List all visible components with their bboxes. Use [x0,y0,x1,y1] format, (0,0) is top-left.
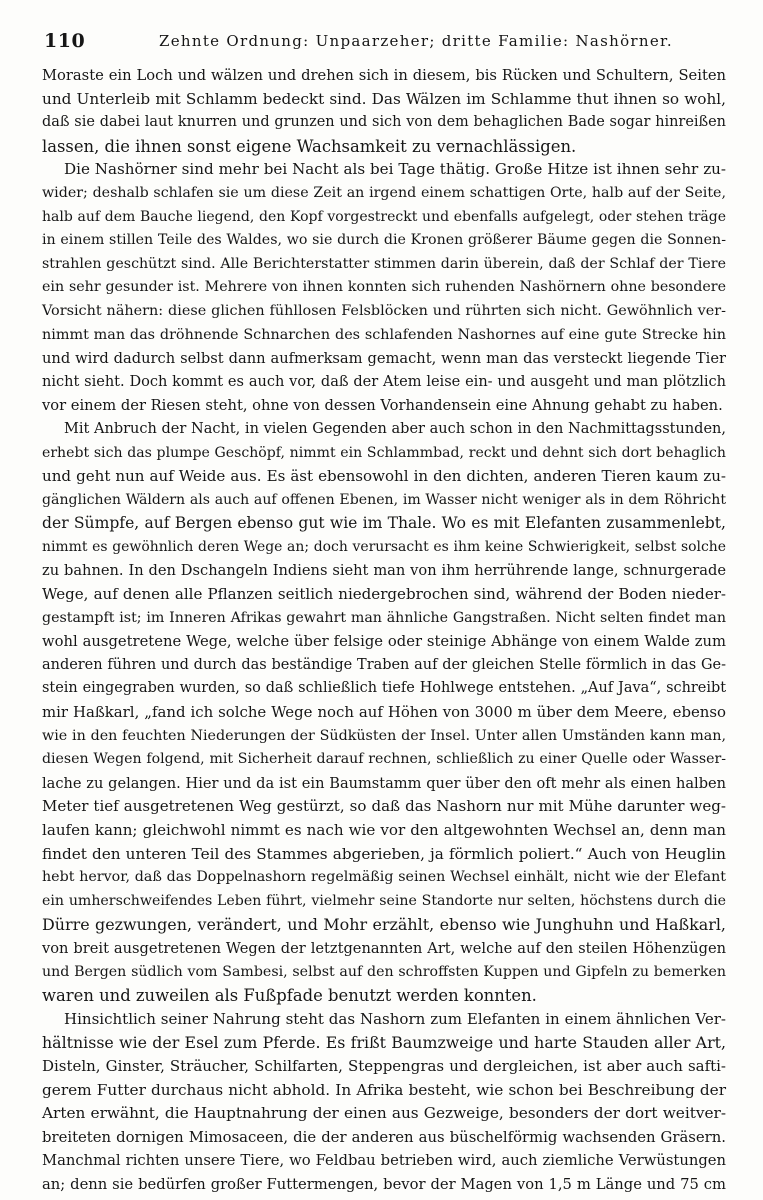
page-header [44,30,723,54]
text-line: Die Nashörner sind mehr bei Nacht als bei Tage thätig. Große Hitze ist ihnen sehr zu- [64,160,726,179]
text-line: ein sehr gesunder ist. Mehrere von ihnen konnten sich ruhenden Nashörnern ohne besondere [42,279,726,296]
text-line: gerem Futter durchaus nicht abhold. In Afrika besteht, wie schon bei Beschreibung der [42,1080,726,1099]
text-line: lassen, die ihnen sonst eigene Wachsamkeit zu vernachlässigen. [42,136,577,156]
page-number: 110 [44,30,86,52]
text-line: waren und zuweilen als Fußpfade benutzt werden konnten. [42,986,537,1006]
text-line: Vorsicht nähern: diese glichen fühllosen Felsblöcken und rührten sich nicht. Gewöhnlich ver- [42,302,726,319]
text-line: diesen Wegen folgend, mit Sicherheit darauf rechnen, schließlich zu einer Quelle oder Wasser- [42,751,726,768]
text-line: findet den unteren Teil des Stammes abgerieben, ja förmlich poliert.“ Auch von Heuglin [42,844,726,863]
text-line: nimmt man das dröhnende Schnarchen des schlafenden Nashornes auf eine gute Strecke hin [42,326,726,343]
text-line: strahlen geschützt sind. Alle Berichterstatter stimmen darin überein, daß der Schlaf der Tiere [42,255,726,272]
text-line: und geht nun auf Weide aus. Es äst ebensowohl in den dichten, anderen Tieren kaum zu- [42,467,726,486]
text-line: Manchmal richten unsere Tiere, wo Feldbau betrieben wird, auch ziemliche Verwüstungen [42,1152,726,1170]
text-line: stein eingegraben wurden, so daß schließlich tiefe Hohlwege entstehen. „Auf Java“, schreibt [42,680,726,697]
text-line: Moraste ein Loch und wälzen und drehen sich in diesem, bis Rücken und Schultern, Seiten [42,67,726,84]
text-line: breiteten dornigen Mimosaceen, die der anderen aus büschelförmig wachsenden Gräsern. [42,1128,726,1146]
text-line: anderen führen und durch das beständige Traben auf der gleichen Stelle förmlich in das Ge- [42,656,726,673]
text-line: lache zu gelangen. Hier und da ist ein Baumstamm quer über den oft mehr als einen halben [42,774,726,792]
text-line: erhebt sich das plumpe Geschöpf, nimmt ein Schlammbad, reckt und dehnt sich dort behaglich [42,444,726,461]
text-line: an; denn sie bedürfen großer Futtermengen, bevor der Magen von 1,5 m Länge und 75 cm [42,1175,726,1193]
text-line: hältnisse wie der Esel zum Pferde. Es frißt Baumzweige und harte Stauden aller Art, [42,1033,726,1053]
text-line: gestampft ist; im Inneren Afrikas gewahrt man ähnliche Gangstraßen. Nicht selten findet man [42,609,726,626]
text-line: der Sümpfe, auf Bergen ebenso gut wie im Thale. Wo es mit Elefanten zusammenlebt, [42,514,726,533]
text-line: mir Haßkarl, „fand ich solche Wege noch auf Höhen von 3000 m über dem Meere, ebenso [42,703,726,722]
text-line: in einem stillen Teile des Waldes, wo sie durch die Kronen größerer Bäume gegen die Sonnen- [42,232,726,249]
text-line: und Bergen südlich vom Sambesi, selbst auf den schroffsten Kuppen und Gipfeln zu bemerken [42,963,726,980]
text-line: zu bahnen. In den Dschangeln Indiens sieht man von ihm herrührende lange, schnurgerade [42,562,726,580]
text-line: Dürre gezwungen, verändert, und Mohr erzählt, ebenso wie Junghuhn und Haßkarl, [42,915,726,935]
text-line: und Unterleib mit Schlamm bedeckt sind. Das Wälzen im Schlamme thut ihnen so wohl, [42,89,726,108]
text-line: Disteln, Ginster, Sträucher, Schilfarten, Steppengras und dergleichen, ist aber auch safti- [42,1056,726,1075]
text-line: Arten erwähnt, die Hauptnahrung der einen aus Gezweige, besonders der dort weitver- [42,1104,726,1123]
text-line: wohl ausgetretene Wege, welche über felsige oder steinige Abhänge von einem Walde zum [42,633,726,651]
text-line: wie in den feuchten Niederungen der Südküsten der Insel. Unter allen Umständen kann man, [42,727,726,744]
text-line: Meter tief ausgetretenen Weg gestürzt, so daß das Nashorn nur mit Mühe darunter weg- [42,797,726,816]
body-text [42,64,726,1197]
text-line: nimmt es gewöhnlich deren Wege an; doch verursacht es ihm keine Schwierigkeit, selbst solche [42,538,726,555]
text-line: nicht sieht. Doch kommt es auch vor, daß der Atem leise ein- und ausgeht und man plötzlich [42,373,726,390]
running-head: Zehnte Ordnung: Unpaarzeher; dritte Familie: Nashörner. [159,32,673,50]
text-line: von breit ausgetretenen Wegen der letztgenannten Art, welche auf den steilen Höhenzügen [42,939,726,957]
text-line: Hinsichtlich seiner Nahrung steht das Nashorn zum Elefanten in einem ähnlichen Ver- [64,1009,726,1028]
text-line: Mit Anbruch der Nacht, in vielen Gegenden aber auch schon in den Nachmittagsstunden, [64,420,726,437]
text-line: ein umherschweifendes Leben führt, vielmehr seine Standorte nur selten, höchstens durch die [42,892,726,909]
text-line: und wird dadurch selbst dann aufmerksam gemacht, wenn man das versteckt liegende Tier [42,350,726,368]
text-line: halb auf dem Bauche liegend, den Kopf vorgestreckt und ebenfalls aufgelegt, oder stehen träge [42,208,726,225]
text-line: laufen kann; gleichwohl nimmt es nach wie vor den altgewohnten Wechsel an, denn man [42,821,726,839]
text-line: hebt hervor, daß das Doppelnashorn regelmäßig seinen Wechsel einhält, nicht wie der Elefant [42,869,726,886]
text-line: wider; deshalb schlafen sie um diese Zeit an irgend einem schattigen Orte, halb auf der Seite, [42,184,726,201]
text-line: daß sie dabei laut knurren und grunzen und sich von dem behaglichen Bade sogar hinreißen [42,114,726,131]
text-line: gänglichen Wäldern als auch auf offenen Ebenen, im Wasser nicht weniger als in dem Röhricht [42,491,726,508]
text-line: vor einem der Riesen steht, ohne von dessen Vorhandensein eine Ahnung gehabt zu haben. [42,397,723,415]
text-line: Wege, auf denen alle Pflanzen seitlich niedergebrochen sind, während der Boden nieder- [42,585,726,604]
